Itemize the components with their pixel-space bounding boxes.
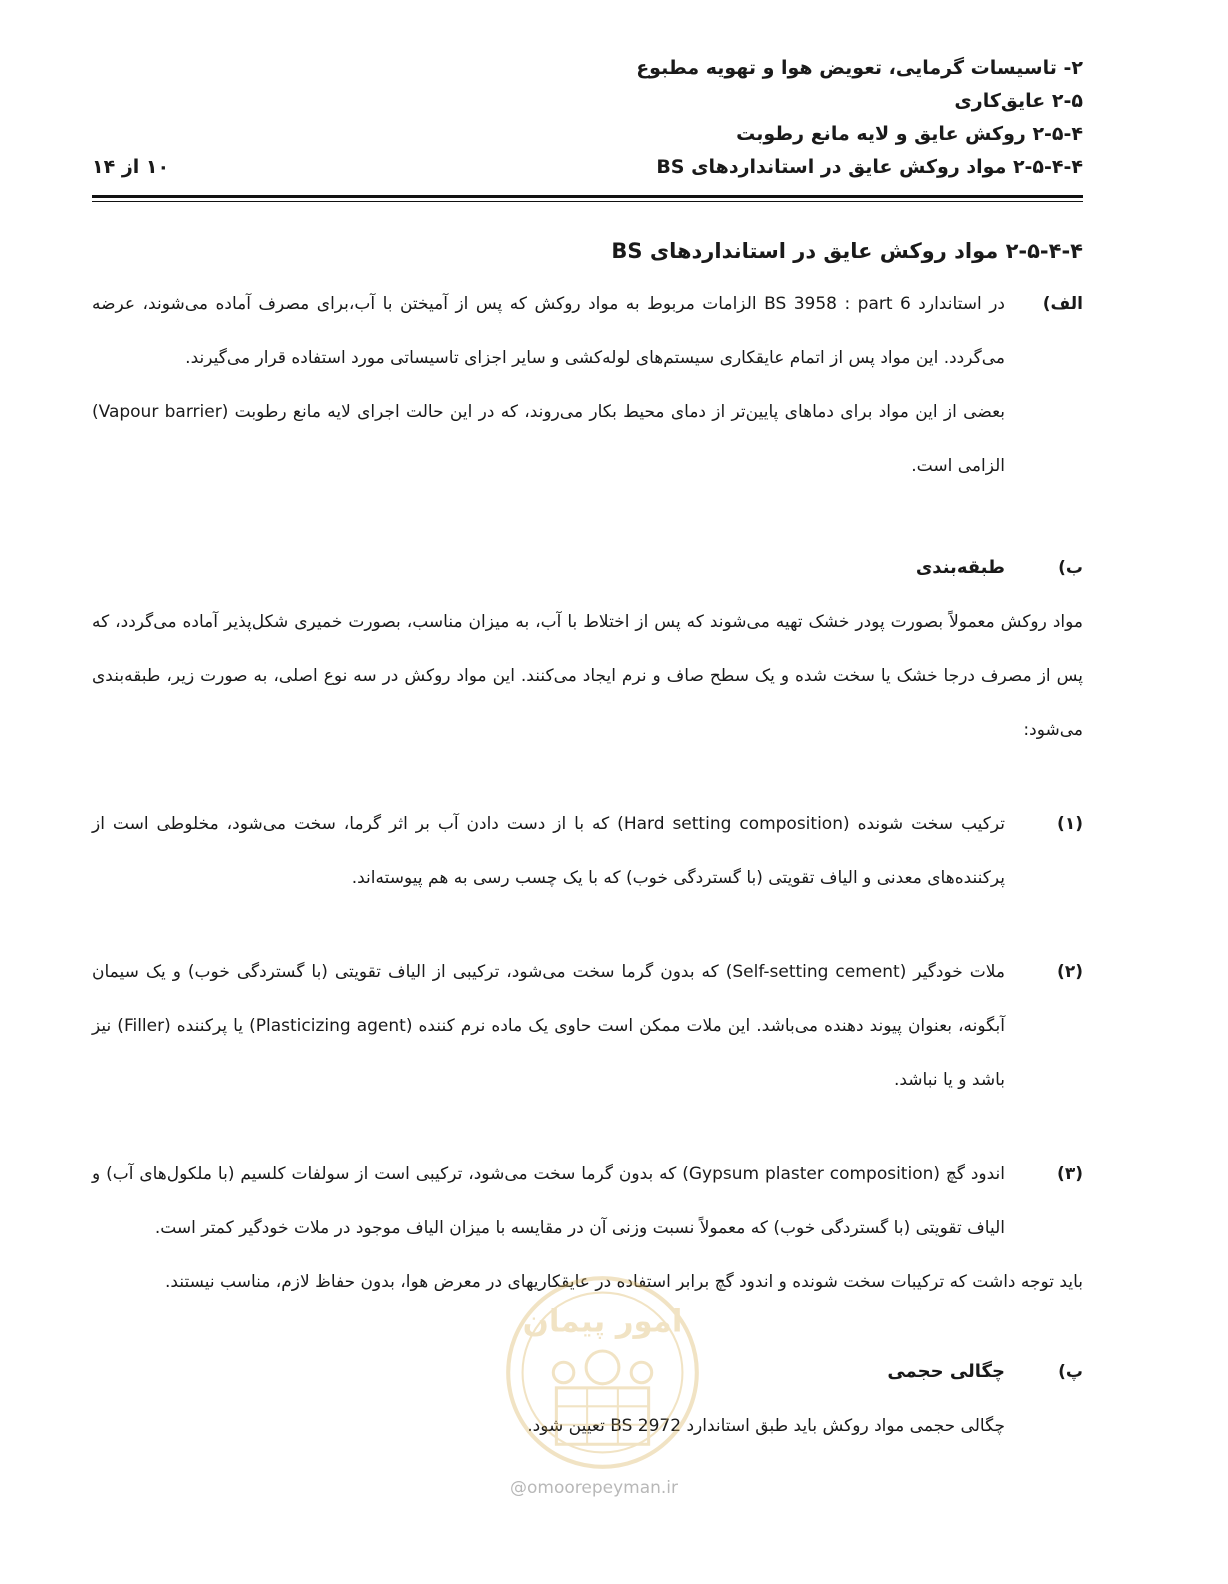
item-c-paragraph: چگالی حجمی مواد روکش باید طبق استاندارد BS 2972 تعیین شود. xyxy=(527,1416,1005,1436)
section-title: ۲-۵-۴-۴ مواد روکش عایق در استانداردهای BS xyxy=(611,239,1083,263)
item-a-paragraph-2: بعضی از این مواد برای دماهای پایین‌تر از دمای محیط بکار می‌روند، که در این حالت اجرای لایه مانع رطوبت (Vapour barrier) الزامی است. xyxy=(92,402,1005,476)
classification-paragraph: مواد روکش معمولاً بصورت پودر خشک تهیه می‌شوند که پس از اختلاط با آب، به میزان مناسب، بصورت خمیری شکل‌پذیر آماده می‌گردد، که پس از مصرف درجا خشک یا سخت شده و یک سطح صاف و نرم ایجاد می‌کنند. این مواد روکش در سه نوع اصلی، به صورت زیر، طبقه‌بندی می‌شود: xyxy=(92,612,1083,740)
item-3-label: (۳) xyxy=(1057,1164,1083,1184)
watermark-url xyxy=(510,1478,710,1498)
item-c-heading: چگالی حجمی xyxy=(887,1361,1005,1382)
item-2-label: (۲) xyxy=(1057,962,1083,982)
item-b xyxy=(92,541,1083,595)
item-b-label: ب) xyxy=(1058,558,1083,578)
item-1-paragraph: ترکیب سخت شونده (Hard setting composition) که با از دست دادن آب بر اثر گرما، سخت می‌شود، مخلوطی است از پرکننده‌های معدنی و الیاف تقویتی (با گستردگی خوب) که با یک چسب رسی به هم پیوسته‌اند. xyxy=(92,814,1005,888)
item-a xyxy=(92,277,1083,493)
header-topic-row xyxy=(92,151,1083,184)
main-content xyxy=(92,225,1083,1453)
watermark-url-text: omoorepeyman.ir xyxy=(527,1478,679,1498)
item-b-body xyxy=(92,541,1005,595)
item-2-body xyxy=(92,945,1005,1107)
header-topic: ۲-۵-۴-۴ مواد روکش عایق در استانداردهای BS xyxy=(656,156,1083,178)
item-1-label: (۱) xyxy=(1057,814,1083,834)
item-c-body xyxy=(92,1345,1005,1453)
header-subsection: ۲-۵-۴ روکش عایق و لایه مانع رطوبت xyxy=(736,123,1083,145)
item-3-body xyxy=(92,1147,1005,1255)
header-chapter: ۲- تاسیسات گرمایی، تعویض هوا و تهویه مطبوع xyxy=(636,57,1083,79)
item-c-label: پ) xyxy=(1058,1362,1083,1382)
header-divider-thin xyxy=(92,201,1083,202)
item-2-paragraph: ملات خودگیر (Self-setting cement) که بدون گرما سخت می‌شود، ترکیبی از الیاف تقویتی (با گستردگی خوب) و یک سیمان آبگونه، بعنوان پیوند دهنده می‌باشد. این ملات ممکن است حاوی یک ماده نرم کننده (Plasticizing agent) یا پرکننده (Filler) نیز باشد و یا نباشد. xyxy=(92,962,1006,1090)
item-a-label: الف) xyxy=(1042,294,1083,314)
header-section: ۲-۵ عایق‌کاری xyxy=(954,90,1083,112)
note-paragraph: باید توجه داشت که ترکیبات سخت شونده و اندود گچ برابر استفاده در عایقکاریهای در معرض هوا، بدون حفاظ لازم، مناسب نیستند. xyxy=(165,1272,1083,1292)
item-b-heading: طبقه‌بندی xyxy=(915,557,1005,578)
page-header xyxy=(92,52,1083,184)
at-icon: @ xyxy=(510,1478,527,1498)
item-3-paragraph: اندود گچ (Gypsum plaster composition) که بدون گرما سخت می‌شود، ترکیبی است از سولفات کلسیم (با ملکول‌های آب) و الیاف تقویتی (با گستردگی خوب) که معمولاً نسبت وزنی آن در مقایسه با میزان الیاف موجود در ملات خودگیر کمتر است. xyxy=(92,1164,1005,1238)
header-divider-thick xyxy=(92,195,1083,198)
item-a-paragraph-1: در استاندارد BS 3958 : part 6 الزامات مربوط به مواد روکش که پس از آمیختن با آب،برای مصرف آماده می‌شوند، عرضه می‌گردد. این مواد پس از اتمام عایقکاری سیستم‌های لوله‌کشی و سایر اجزای تاسیساتی مورد استفاده قرار می‌گیرند. xyxy=(92,294,1005,368)
item-1 xyxy=(92,797,1083,905)
item-c xyxy=(92,1345,1083,1453)
watermark-text: امور پیمان xyxy=(522,1303,683,1340)
item-1-body xyxy=(92,797,1005,905)
item-a-body xyxy=(92,277,1005,493)
item-2 xyxy=(92,945,1083,1107)
page-number: ۱۰ از ۱۴ xyxy=(92,156,170,178)
item-3 xyxy=(92,1147,1083,1255)
